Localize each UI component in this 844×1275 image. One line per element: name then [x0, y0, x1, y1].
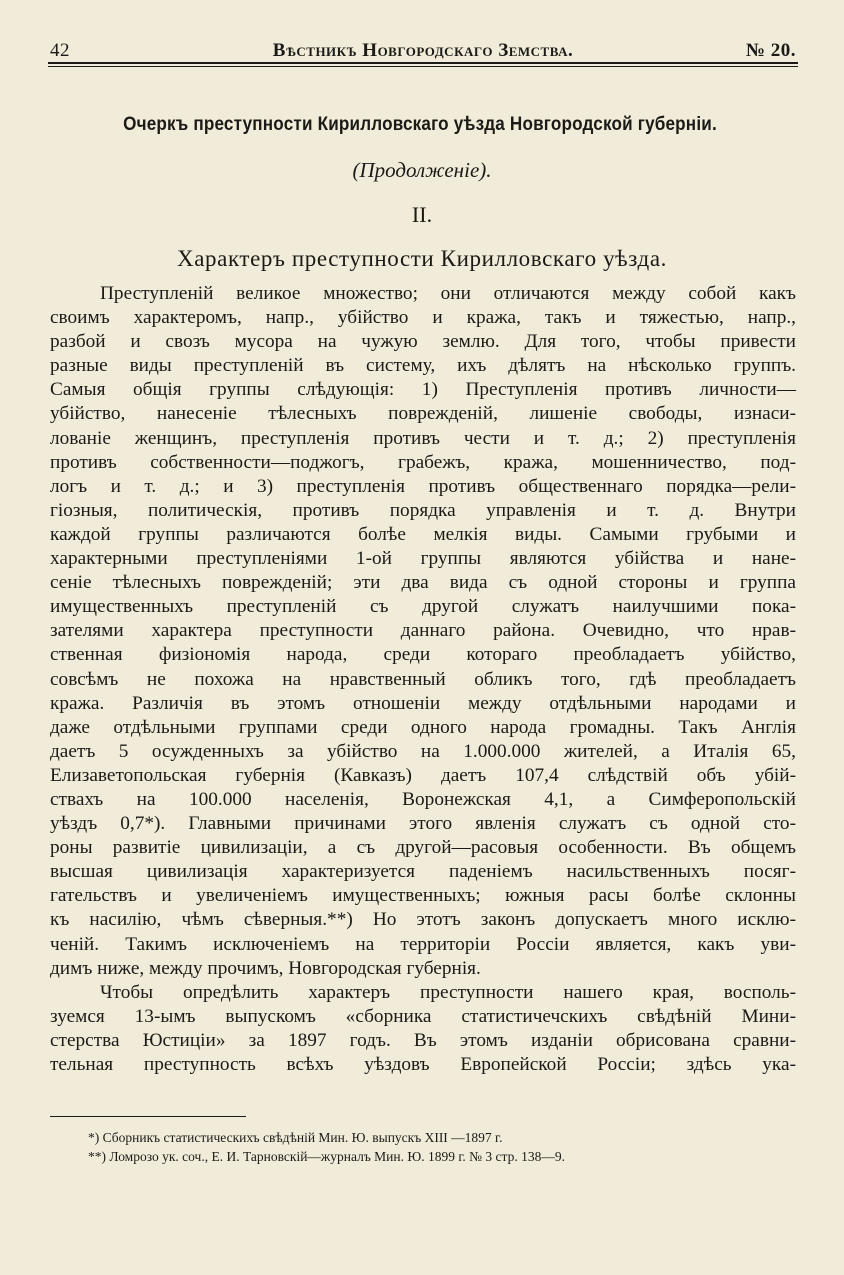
header-rule — [48, 62, 798, 64]
footnotes — [88, 1128, 788, 1166]
text-line: роны развитіе цивилизаціи, а съ другой—расовыя особенности. Въ общемъ — [50, 837, 796, 859]
text-line: къ насилію, чѣмъ сѣверныя.**) Но этотъ законъ допускаетъ много исклю- — [50, 909, 796, 931]
article-body — [50, 282, 796, 1077]
text-line: даже отдѣльными группами среди одного народа громадны. Такъ Англія — [50, 716, 796, 738]
text-line: ствахъ на 100.000 населенія, Воронежская 4,1, а Симферопольскій — [50, 788, 796, 810]
text-line: тельная преступность всѣхъ уѣздовъ Европейской Россіи; здѣсь ука- — [50, 1054, 796, 1075]
text-line: высшая цивилизація характеризуется паденіемъ насильственныхъ посяг- — [50, 861, 796, 883]
text-line: ченій. Такимъ исключеніемъ на территоріи Россіи является, какъ уви- — [50, 933, 796, 955]
text-line: даетъ 5 осужденныхъ за убійство на 1.000.000 жителей, а Италія 65, — [50, 740, 796, 762]
text-line: разные виды преступленій въ систему, ихъ дѣлятъ на нѣсколько группъ. — [50, 355, 796, 377]
text-line: разбой и свозъ мусора на чужую землю. Для того, чтобы привести — [50, 331, 796, 353]
text-line: Елизаветопольская губернія (Кавказъ) даетъ 107,4 слѣдствій объ убій- — [50, 764, 796, 786]
issue-number: № 20. — [745, 40, 796, 61]
article-title: Очеркъ преступности Кирилловскаго уѣзда Новгородской губерніи. — [123, 114, 717, 135]
text-line: Самыя общія группы слѣдующія: 1) Преступленія противъ личности— — [50, 379, 796, 401]
text-line: лованіе женщинъ, преступленія противъ чести и т. д.; 2) преступленія — [50, 427, 796, 449]
page-number: 42 — [50, 40, 70, 61]
text-line: гательствъ и увеличеніемъ имущественныхъ; южныя расы болѣе склонны — [50, 885, 796, 907]
footnote-2: **) Ломрозо ук. соч., Е. И. Тарновскій—журналъ Мин. Ю. 1899 г. № 3 стр. 138—9. — [88, 1149, 565, 1164]
section-number: II. — [411, 202, 433, 227]
continuation-label: (Продолженіе). — [352, 158, 492, 182]
section-title: Характеръ преступности Кирилловскаго уѣзда. — [177, 246, 667, 271]
journal-title: Вѣстникъ Новгородскаго Земства. — [272, 40, 574, 61]
text-line: Преступленій великое множество; они отличаются между собой какъ — [100, 283, 796, 304]
text-line: зателями характера преступности даннаго района. Очевидно, что нрав- — [50, 620, 796, 642]
text-line: убійство, нанесеніе тѣлесныхъ поврежденій, лишеніе свободы, изнаси- — [50, 403, 796, 425]
text-line: гіозныя, политическія, противъ порядка управленія и т. д. Внутри — [50, 499, 796, 521]
text-line: сеніе тѣлесныхъ поврежденій; эти два вида съ одной стороны и группа — [50, 572, 796, 594]
running-header — [50, 36, 796, 64]
text-line: своимъ характеромъ, напр., убійство и кража, такъ и тяжестью, напр., — [50, 307, 796, 329]
text-line: зуемся 13-ымъ выпускомъ «сборника статистичечскихъ свѣдѣній Мини- — [50, 1005, 796, 1027]
text-line: логъ и т. д.; и 3) преступленія противъ общественнаго порядка—рели- — [50, 475, 796, 497]
text-line: противъ собственности—поджогъ, грабежъ, кража, мошенничество, под- — [50, 451, 796, 473]
text-line: характерными преступленіями 1-ой группы являются убійства и нане- — [50, 548, 796, 570]
footnote-rule — [50, 1116, 246, 1117]
text-line: Чтобы опредѣлить характеръ преступности нашего края, восполь- — [100, 981, 796, 1003]
text-line: имущественныхъ преступленій съ другой служатъ наилучшими пока- — [50, 596, 796, 618]
header-rule-thin — [48, 66, 798, 67]
text-line: каждой группы различаются болѣе мелкія виды. Самыми грубыми и — [50, 523, 796, 545]
text-line: совсѣмъ не похожа на нравственный обликъ того, гдѣ преобладаетъ — [50, 668, 796, 690]
text-line: уѣздъ 0,7*). Главными причинами этого явленія служатъ съ одной сто- — [50, 813, 796, 835]
text-line: кража. Различія въ этомъ отношеніи между отдѣльными народами и — [50, 692, 796, 714]
footnote-1: *) Сборникъ статистическихъ свѣдѣній Мин. Ю. выпускъ XIII —1897 г. — [88, 1130, 503, 1145]
text-line: ственная физіономія народа, среди котораго преобладаетъ убійство, — [50, 644, 796, 666]
text-line: стерства Юстиціи» за 1897 годъ. Въ этомъ изданіи обрисована сравни- — [50, 1029, 796, 1051]
text-line: димъ ниже, между прочимъ, Новгородская губернія. — [50, 957, 481, 979]
